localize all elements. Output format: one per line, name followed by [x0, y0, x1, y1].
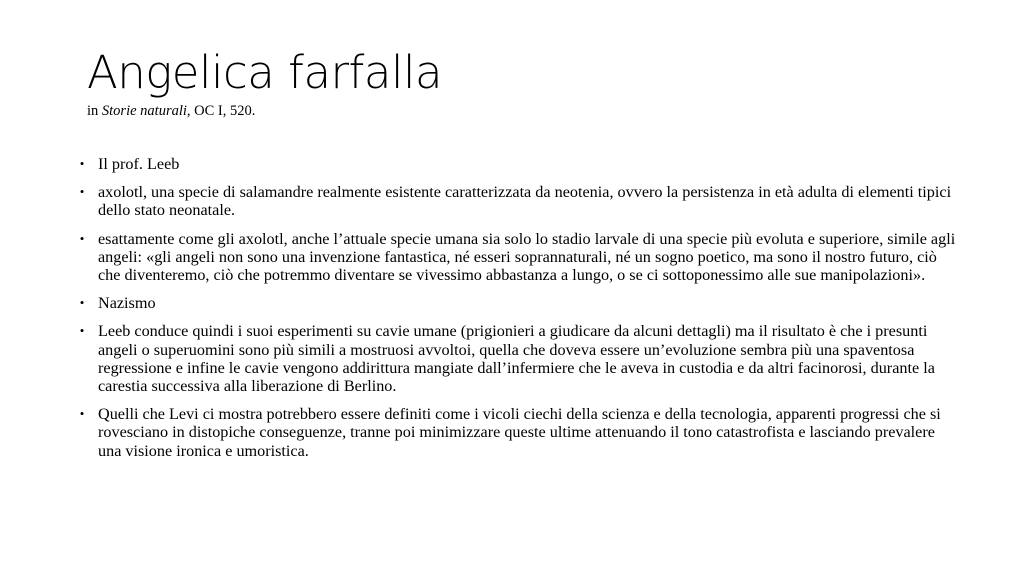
bullet-text: Nazismo — [98, 294, 156, 313]
bullet-icon: • — [79, 230, 85, 246]
bullet-item-prof-leeb — [76, 155, 956, 173]
bullet-icon: • — [79, 184, 85, 200]
bullet-icon: • — [79, 406, 85, 422]
bullet-text: Leeb conduce quindi i suoi esperimenti su cavie umane (prigionieri a giudicare da alcuni dettagli) ma il risultato è che i presunti angeli o superuomini sono più simili a mostruosi avvoltoi, quella che doveva essere un’evoluzione sembra più una spaventosa regressione e infine le cavie vengono addirittura mangiate dall’infermiere che le aveva in custodia e da altri facinorosi, durante la carestia successiva alla liberazione di Berlino. — [98, 322, 935, 396]
bullet-icon: • — [79, 156, 85, 171]
subtitle-reference: , OC I, 520. — [186, 103, 256, 119]
subtitle-book-title: Storie naturali — [101, 103, 187, 119]
bullet-text: esattamente come gli axolotl, anche l’attuale specie umana sia solo lo stadio larvale di una specie più evoluta e superiore, simile agli angeli: «gli angeli non sono una invenzione fantastica, né esseri soprannaturali, né un sogno poetico, ma sono il nostro futuro, ciò che diventeremo, ciò che potremmo diventare se vivessimo abbastanza a lungo, o se ci sottoponessimo alle sue manipolazioni». — [98, 229, 956, 285]
bullet-item-levi-conclusion — [76, 405, 956, 460]
title-block — [87, 46, 442, 120]
bullet-text: Quelli che Levi ci mostra potrebbero essere definiti come i vicoli ciechi della scienza e della tecnologia, apparenti progressi che si rovesciano in distopiche conseguenze, tranne poi minimizzare queste ultime attenuando il tono catastrofista e lasciando prevalere una visione ironica e umoristica. — [98, 405, 941, 460]
bullet-item-axolotl — [76, 183, 956, 219]
bullet-item-experiments — [76, 322, 956, 395]
bullet-text: Il prof. Leeb — [98, 155, 180, 173]
slide-subtitle — [87, 102, 442, 120]
bullet-list — [76, 155, 956, 470]
bullet-item-human-species — [76, 230, 956, 285]
bullet-icon: • — [79, 295, 85, 311]
subtitle-prefix: in — [87, 103, 102, 119]
bullet-text: axolotl, una specie di salamandre realmente esistente caratterizzata da neotenia, ovvero la persistenza in età adulta di elementi tipici dello stato neonatale. — [98, 183, 952, 220]
bullet-icon: • — [79, 323, 85, 339]
slide-title: Angelica farfalla — [87, 46, 443, 99]
bullet-item-nazismo — [76, 294, 956, 312]
